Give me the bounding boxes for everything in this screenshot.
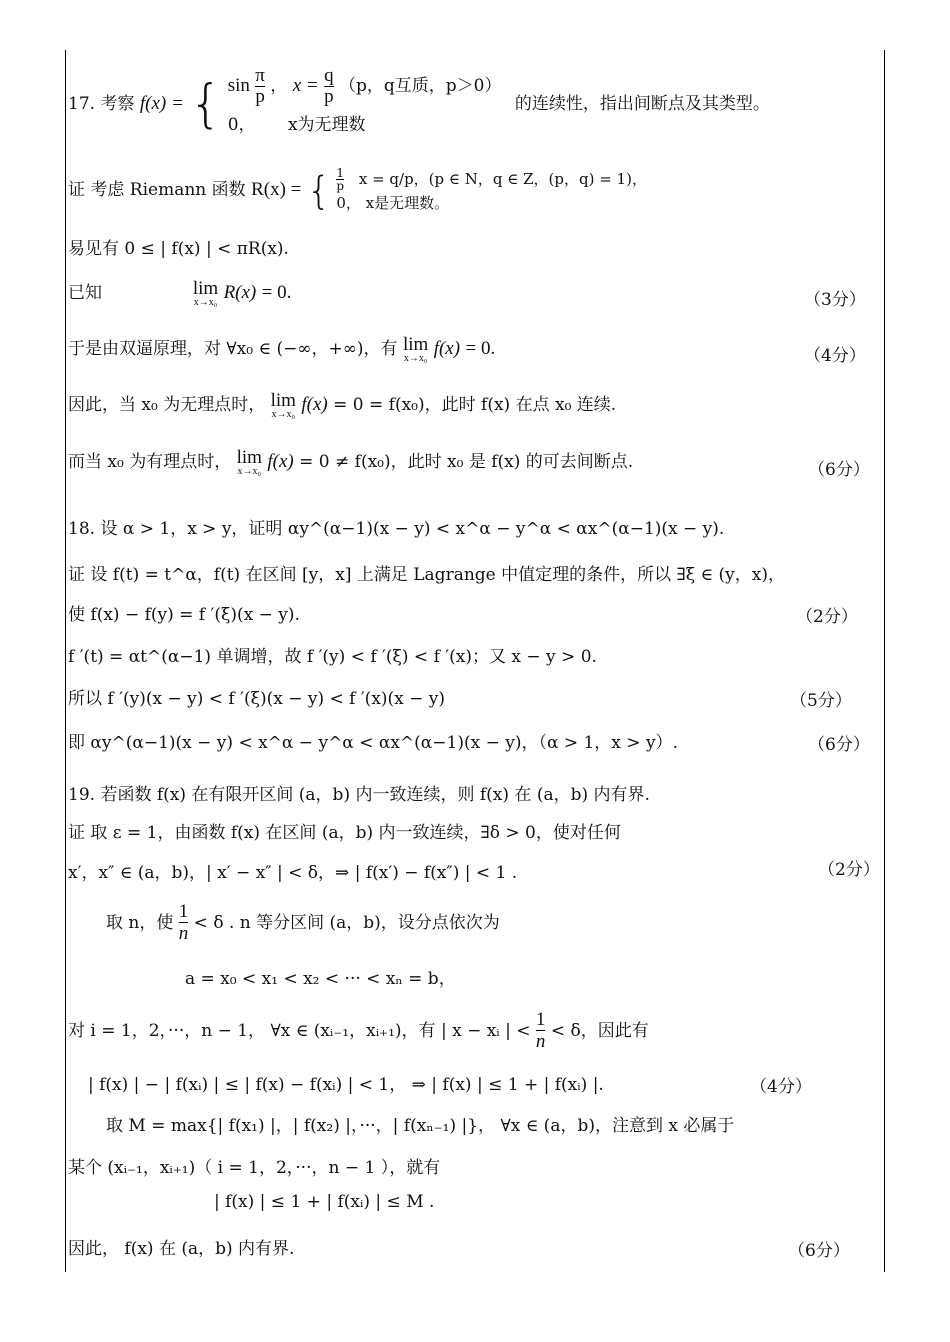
case-1: sin $\frac{\pi}{p}$ ， x = $\frac{q}{p}$ （p，q互质，p＞0） xyxy=(227,65,502,107)
p19-line-4: a = x₀ < x₁ < x₂ < ··· < xₙ = b， xyxy=(185,969,456,989)
q-over-p: $\frac{q}{p}$ xyxy=(324,65,334,107)
score-6-p17: （6分） xyxy=(808,460,870,480)
piecewise-cases xyxy=(228,66,502,143)
left-border-line xyxy=(65,50,66,1272)
score-3: （3分） xyxy=(804,290,866,310)
p18-line-5: 即 αy^(α−1)(x − y) < x^α − y^α < αx^(α−1)(x − y)，（α > 1，x > y）. xyxy=(68,733,678,753)
p18-line-1: 证 设 f(t) = t^α，f(t) 在区间 [y，x] 上满足 Lagrange 中值定理的条件，所以 ∃ξ ∈ (y，x)， xyxy=(68,565,785,585)
score-2-p18: （2分） xyxy=(796,607,858,627)
p19-line-2: x′，x″ ∈ (a，b)，| x′ − x″ | < δ，⇒ | f(x′) − f(x″) | < 1 . xyxy=(68,863,518,883)
score-4-p19: （4分） xyxy=(750,1077,812,1097)
problem-17-statement: 17. 考察 f(x) = { sin $\frac{\pi}{p}$ ， x = $\frac{q}{p}$ （p，q互质，p＞0） 0， x为无理数 的连续性，指出间断点及其类型。 xyxy=(68,66,770,143)
known-limit-line: 已知 lim x→x₀ R(x) = 0. xyxy=(68,278,292,308)
p19-line-5: 对 i = 1，2，···，n − 1， ∀x ∈ (xᵢ₋₁，xᵢ₊₁)，有 | x − xᵢ | < $\frac{1}{n} < \delta$，因此有 xyxy=(68,1009,649,1052)
case-2: 0， x为无理数 xyxy=(227,115,366,135)
riemann-definition: 证 考虑 Riemann 函数 R(x) = { $\frac{1}{p}$ x = q/p，(p ∈ N，q ∈ Z，(p，q) = 1)， 0， x是无理数。 xyxy=(68,166,647,213)
function-f: f(x) = xyxy=(139,93,184,114)
irrational-point-line: 因此，当 x₀ 为无理点时， lim x→x₀ f(x) = 0 = f(x₀)，此时 f(x) 在点 x₀ 连续. xyxy=(68,390,617,420)
squeeze-line: 于是由双逼原理，对 ∀x₀ ∈ (−∞，+∞)，有 lim x→x₀ f(x) = 0. xyxy=(68,334,496,364)
score-6-p19: （6分） xyxy=(788,1241,850,1261)
problem-18-statement: 18. 设 α > 1，x > y，证明 αy^(α−1)(x − y) < x^α − y^α < αx^(α−1)(x − y). xyxy=(68,519,725,539)
right-border-line xyxy=(884,50,885,1272)
pi-over-p: $\frac{\pi}{p}$ xyxy=(255,65,265,107)
left-brace: { xyxy=(189,74,223,135)
p19-line-10: 因此， f(x) 在 (a，b) 内有界. xyxy=(68,1239,295,1259)
p19-line-7: 取 M = max{| f(x₁) |，| f(x₂) |，···，| f(xₙ₋₁) |}， ∀x ∈ (a，b)，注意到 x 必属于 xyxy=(106,1116,735,1136)
score-5-p18: （5分） xyxy=(790,691,852,711)
score-4: （4分） xyxy=(804,346,866,366)
problem-19-statement: 19. 若函数 f(x) 在有限开区间 (a，b) 内一致连续，则 f(x) 在 (a，b) 内有界. xyxy=(68,785,650,805)
problem-17-label: 17. 考察 xyxy=(68,94,135,114)
score-2-p19: （2分） xyxy=(818,860,880,880)
p18-line-4: 所以 f ′(y)(x − y) < f ′(ξ)(x − y) < f ′(x)(x − y) xyxy=(68,689,446,709)
score-6-p18: （6分） xyxy=(808,735,870,755)
p19-line-8: 某个 (xᵢ₋₁，xᵢ₊₁)（ i = 1，2，···，n − 1 ），就有 xyxy=(68,1158,441,1178)
p18-line-2: 使 f(x) − f(y) = f ′(ξ)(x − y). xyxy=(68,605,300,625)
p19-line-6: | f(x) | − | f(xᵢ) | ≤ | f(x) − f(xᵢ) | < 1， ⇒ | f(x) | ≤ 1 + | f(xᵢ) |. xyxy=(88,1075,604,1095)
bound-line: 易见有 0 ≤ | f(x) | < πR(x). xyxy=(68,239,289,259)
p19-line-3: 取 n，使 $\frac{1}{n} < \delta$ . n 等分区间 (a，b)，设分点依次为 xyxy=(106,901,500,944)
p19-line-9: | f(x) | ≤ 1 + | f(xᵢ) | ≤ M . xyxy=(214,1192,435,1212)
p19-line-1: 证 取 ε = 1，由函数 f(x) 在区间 (a，b) 内一致连续，∃δ > 0，使对任何 xyxy=(68,823,621,843)
rational-point-line: 而当 x₀ 为有理点时， lim x→x₀ f(x) = 0 ≠ f(x₀)，此时 x₀ 是 f(x) 的可去间断点. xyxy=(68,447,634,477)
p18-line-3: f ′(t) = αt^(α−1) 单调增，故 f ′(y) < f ′(ξ) < f ′(x)；又 x − y > 0. xyxy=(68,647,597,667)
